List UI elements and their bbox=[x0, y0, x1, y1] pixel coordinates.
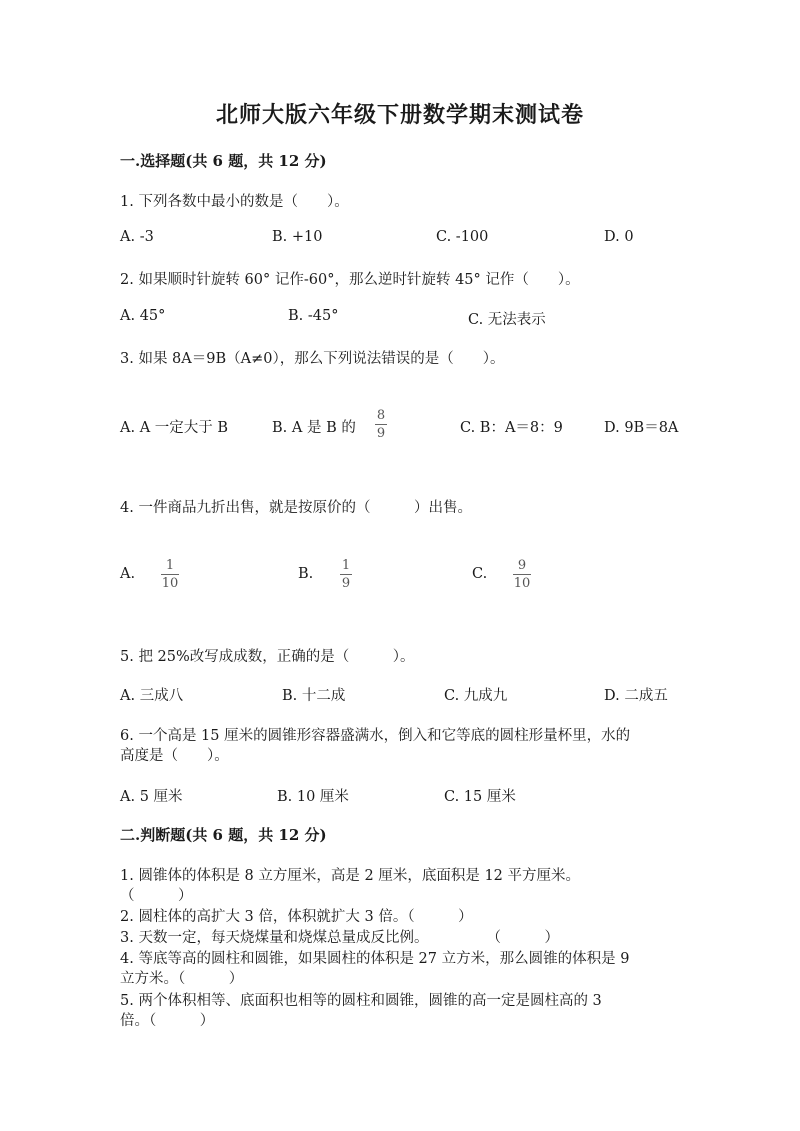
question-4-stem: 4. 一件商品九折出售，就是按原价的（ ）出售。 bbox=[120, 500, 472, 516]
question-5-option-a: A. 三成八 bbox=[120, 688, 184, 704]
question-6-option-a: A. 5 厘米 bbox=[120, 789, 183, 805]
question-3-option-b: B. A 是 B 的 bbox=[272, 420, 356, 436]
tf-question-1-line-2: （ ） bbox=[120, 888, 193, 904]
question-6-stem-line-1: 6. 一个高是 15 厘米的圆锥形容器盛满水，倒入和它等底的圆柱形量杯里，水的 bbox=[120, 728, 631, 744]
question-6-option-c: C. 15 厘米 bbox=[444, 789, 516, 805]
tf-question-5-line-2: 倍。（ ） bbox=[120, 1013, 215, 1029]
question-5-option-b: B. 十二成 bbox=[282, 688, 346, 704]
question-3-stem: 3. 如果 8A＝9B（A≠0），那么下列说法错误的是（ ）。 bbox=[120, 351, 505, 367]
fraction-denominator: 10 bbox=[161, 576, 179, 591]
question-3-option-a: A. A 一定大于 B bbox=[120, 420, 229, 436]
question-4-option-c: C. bbox=[472, 566, 488, 582]
question-1-stem: 1. 下列各数中最小的数是（ ）。 bbox=[120, 194, 349, 210]
question-4-option-b: B. bbox=[298, 566, 314, 582]
fraction-numerator: 1 bbox=[341, 558, 351, 573]
fraction-denominator: 10 bbox=[513, 576, 531, 591]
section-heading-true-false: 二.判断题(共 6 题，共 12 分) bbox=[120, 826, 327, 844]
question-5-option-c: C. 九成九 bbox=[444, 688, 508, 704]
fraction-denominator: 9 bbox=[376, 426, 386, 441]
question-5-option-d: D. 二成五 bbox=[604, 688, 668, 704]
question-1-option-b: B. +10 bbox=[272, 229, 323, 245]
fraction-denominator: 9 bbox=[341, 576, 351, 591]
tf-question-4-line-1: 4. 等底等高的圆柱和圆锥，如果圆柱的体积是 27 立方米，那么圆锥的体积是 9 bbox=[120, 951, 630, 967]
question-6-stem-line-2: 高度是（ ）。 bbox=[120, 748, 229, 764]
question-2-option-a: A. 45° bbox=[120, 308, 166, 324]
question-4-option-a-fraction bbox=[160, 559, 180, 590]
page-title: 北师大版六年级下册数学期末测试卷 bbox=[215, 102, 584, 128]
tf-question-2: 2. 圆柱体的高扩大 3 倍，体积就扩大 3 倍。（ ） bbox=[120, 909, 473, 925]
question-1-option-c: C. -100 bbox=[436, 229, 489, 245]
fraction-numerator: 1 bbox=[165, 558, 175, 573]
tf-question-5-line-1: 5. 两个体积相等、底面积也相等的圆柱和圆锥，圆锥的高一定是圆柱高的 3 bbox=[120, 993, 602, 1009]
fraction-numerator: 8 bbox=[376, 408, 386, 423]
fraction-numerator: 9 bbox=[517, 558, 527, 573]
question-1-option-a: A. -3 bbox=[120, 229, 154, 245]
question-3-option-b-fraction bbox=[374, 409, 388, 440]
question-4-option-b-fraction bbox=[339, 559, 353, 590]
question-5-stem: 5. 把 25%改写成成数，正确的是（ ）。 bbox=[120, 649, 415, 665]
question-3-option-d: D. 9B＝8A bbox=[604, 420, 679, 436]
tf-question-3: 3. 天数一定，每天烧煤量和烧煤总量成反比例。 （ ） bbox=[120, 930, 559, 946]
question-2-option-b: B. -45° bbox=[288, 308, 339, 324]
question-1-option-d: D. 0 bbox=[604, 229, 634, 245]
question-2-stem: 2. 如果顺时针旋转 60° 记作-60°，那么逆时针旋转 45° 记作（ ）。 bbox=[120, 272, 580, 288]
tf-question-4-line-2: 立方米。（ ） bbox=[120, 971, 244, 987]
question-4-option-a: A. bbox=[120, 566, 136, 582]
section-heading-choice: 一.选择题(共 6 题，共 12 分) bbox=[120, 152, 327, 170]
question-4-option-c-fraction bbox=[512, 559, 532, 590]
question-2-option-c: C. 无法表示 bbox=[468, 312, 546, 328]
tf-question-1-line-1: 1. 圆锥体的体积是 8 立方厘米，高是 2 厘米，底面积是 12 平方厘米。 bbox=[120, 868, 580, 884]
question-6-option-b: B. 10 厘米 bbox=[277, 789, 349, 805]
question-3-option-c: C. B：A＝8：9 bbox=[460, 420, 563, 436]
